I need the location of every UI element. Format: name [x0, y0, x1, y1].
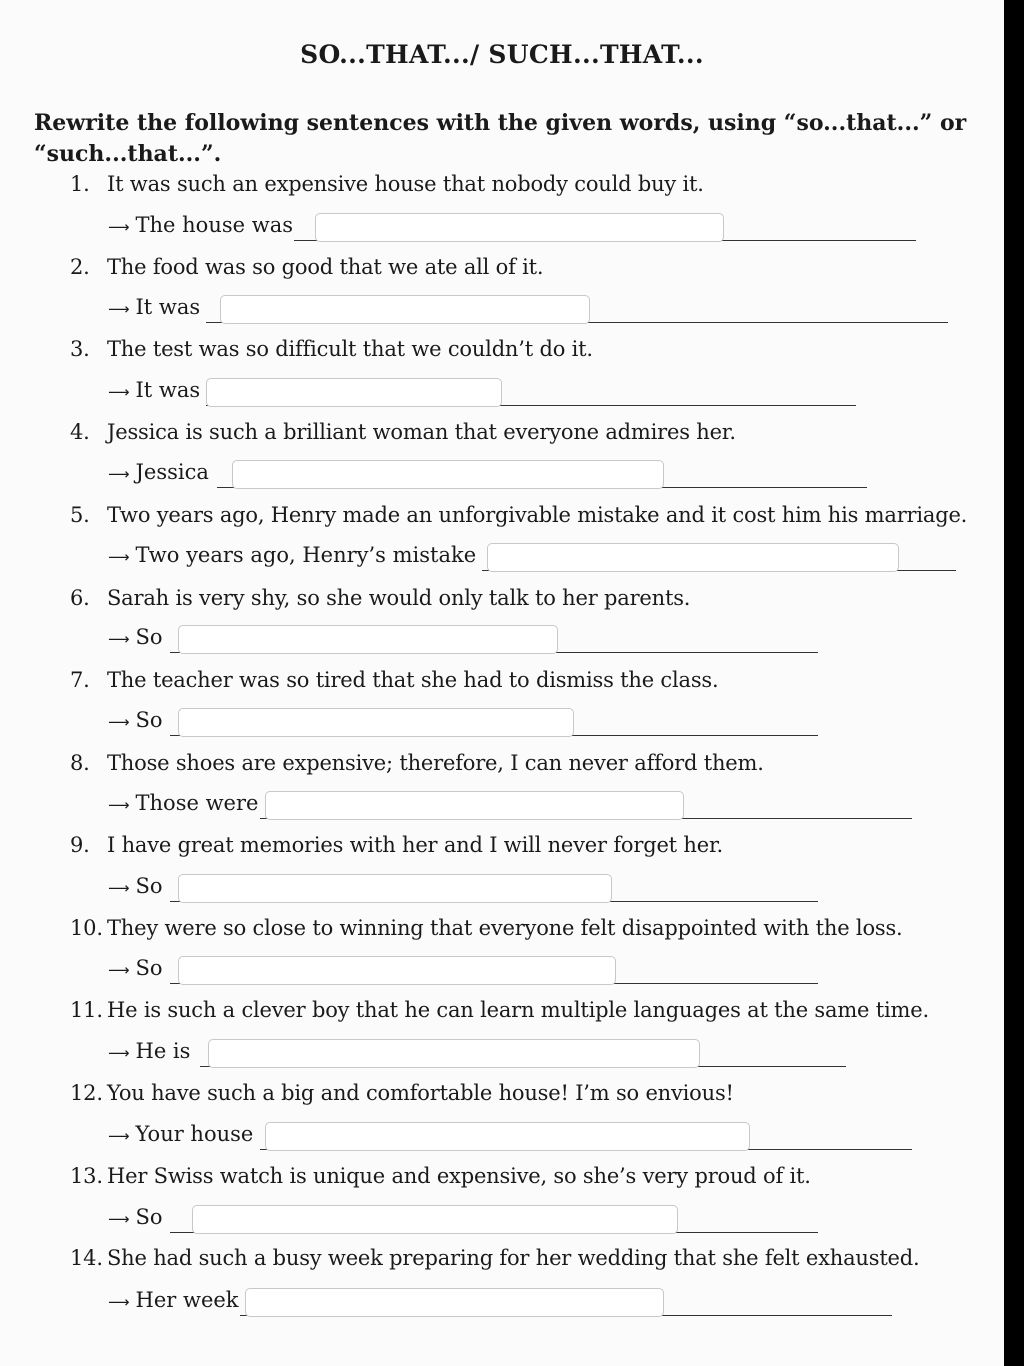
- question-sentence: Two years ago, Henry made an unforgivable mistake and it cost him his marriage.: [107, 503, 968, 527]
- question-number: 14.: [70, 1246, 103, 1270]
- question-sentence: They were so close to winning that everyone felt disappointed with the loss.: [107, 916, 903, 940]
- instructions: Rewrite the following sentences with the given words, using “so...that...” or “such...that...”.: [34, 110, 967, 167]
- worksheet-title: SO...THAT.../ SUCH...THAT...: [300, 40, 704, 69]
- question-7: [70, 668, 718, 692]
- answer-prompt: He is: [135, 1039, 191, 1063]
- question-number: 3.: [70, 337, 90, 361]
- answer-prompt: So: [135, 1205, 163, 1229]
- answer-row-6: [108, 625, 818, 657]
- question-number: 7.: [70, 668, 90, 692]
- arrow-right-icon: ⟶: [108, 218, 130, 236]
- question-2: [70, 255, 543, 279]
- question-13: [70, 1164, 811, 1188]
- arrow-right-icon: ⟶: [108, 1127, 130, 1145]
- answer-input-box[interactable]: [192, 1205, 678, 1234]
- answer-input-box[interactable]: [178, 956, 616, 985]
- question-number: 9.: [70, 833, 90, 857]
- answer-input-box[interactable]: [487, 543, 899, 572]
- arrow-right-icon: ⟶: [108, 1210, 130, 1228]
- question-12: [70, 1081, 734, 1105]
- answer-input-box[interactable]: [206, 378, 502, 407]
- question-sentence: I have great memories with her and I will never forget her.: [107, 833, 723, 857]
- answer-input-box[interactable]: [232, 460, 664, 489]
- answer-prompt: So: [135, 625, 163, 649]
- question-number: 1.: [70, 172, 90, 196]
- arrow-right-icon: ⟶: [108, 879, 130, 897]
- arrow-right-icon: ⟶: [108, 383, 130, 401]
- answer-input-box[interactable]: [245, 1288, 664, 1317]
- answer-row-13: [108, 1205, 818, 1237]
- answer-row-11: [108, 1039, 846, 1071]
- answer-row-4: [108, 460, 867, 492]
- answer-input-box[interactable]: [265, 791, 684, 820]
- answer-prompt: So: [135, 956, 163, 980]
- answer-row-5: [108, 543, 956, 575]
- question-number: 11.: [70, 998, 103, 1022]
- answer-input-box[interactable]: [208, 1039, 700, 1068]
- question-number: 5.: [70, 503, 90, 527]
- arrow-right-icon: ⟶: [108, 465, 130, 483]
- question-sentence: The teacher was so tired that she had to dismiss the class.: [107, 668, 719, 692]
- answer-prompt: Those were: [135, 791, 259, 815]
- question-sentence: Her Swiss watch is unique and expensive, so she’s very proud of it.: [107, 1164, 811, 1188]
- answer-input-box[interactable]: [178, 625, 558, 654]
- question-9: [70, 833, 723, 857]
- answer-row-10: [108, 956, 818, 988]
- answer-row-7: [108, 708, 818, 740]
- answer-row-8: [108, 791, 912, 823]
- arrow-right-icon: ⟶: [108, 1044, 130, 1062]
- question-number: 2.: [70, 255, 90, 279]
- question-sentence: Jessica is such a brilliant woman that everyone admires her.: [107, 420, 736, 444]
- question-11: [70, 998, 929, 1022]
- answer-prompt: It was: [135, 378, 201, 402]
- question-number: 4.: [70, 420, 90, 444]
- question-number: 10.: [70, 916, 103, 940]
- answer-row-9: [108, 874, 818, 906]
- answer-prompt: The house was: [135, 213, 293, 237]
- answer-prompt: It was: [135, 295, 201, 319]
- arrow-right-icon: ⟶: [108, 548, 130, 566]
- answer-row-14: [108, 1288, 892, 1320]
- question-1: [70, 172, 704, 196]
- question-3: [70, 337, 593, 361]
- question-number: 13.: [70, 1164, 103, 1188]
- question-sentence: You have such a big and comfortable house! I’m so envious!: [107, 1081, 734, 1105]
- answer-prompt: Jessica: [135, 460, 209, 484]
- answer-input-box[interactable]: [220, 295, 590, 324]
- question-number: 8.: [70, 751, 90, 775]
- question-sentence: Sarah is very shy, so she would only talk to her parents.: [107, 586, 691, 610]
- answer-input-box[interactable]: [315, 213, 724, 242]
- answer-input-box[interactable]: [265, 1122, 750, 1151]
- question-sentence: The food was so good that we ate all of it.: [107, 255, 544, 279]
- arrow-right-icon: ⟶: [108, 630, 130, 648]
- question-sentence: Those shoes are expensive; therefore, I can never afford them.: [107, 751, 764, 775]
- arrow-right-icon: ⟶: [108, 300, 130, 318]
- question-sentence: The test was so difficult that we couldn’t do it.: [107, 337, 593, 361]
- answer-prompt: Two years ago, Henry’s mistake: [135, 543, 477, 567]
- answer-input-box[interactable]: [178, 874, 612, 903]
- question-4: [70, 420, 736, 444]
- question-sentence: She had such a busy week preparing for her wedding that she felt exhausted.: [107, 1246, 920, 1270]
- answer-row-2: [108, 295, 948, 327]
- question-number: 6.: [70, 586, 90, 610]
- answer-prompt: Your house: [135, 1122, 254, 1146]
- question-6: [70, 586, 690, 610]
- answer-row-1: [108, 213, 916, 245]
- answer-prompt: Her week: [135, 1288, 239, 1312]
- question-5: [70, 503, 967, 527]
- question-10: [70, 916, 903, 940]
- answer-row-3: [108, 378, 856, 410]
- answer-row-12: [108, 1122, 912, 1154]
- arrow-right-icon: ⟶: [108, 961, 130, 979]
- answer-prompt: So: [135, 708, 163, 732]
- answer-input-box[interactable]: [178, 708, 574, 737]
- arrow-right-icon: ⟶: [108, 796, 130, 814]
- question-sentence: It was such an expensive house that nobody could buy it.: [107, 172, 704, 196]
- answer-prompt: So: [135, 874, 163, 898]
- question-sentence: He is such a clever boy that he can learn multiple languages at the same time.: [107, 998, 929, 1022]
- question-8: [70, 751, 764, 775]
- arrow-right-icon: ⟶: [108, 713, 130, 731]
- arrow-right-icon: ⟶: [108, 1293, 130, 1311]
- question-number: 12.: [70, 1081, 103, 1105]
- question-14: [70, 1246, 920, 1270]
